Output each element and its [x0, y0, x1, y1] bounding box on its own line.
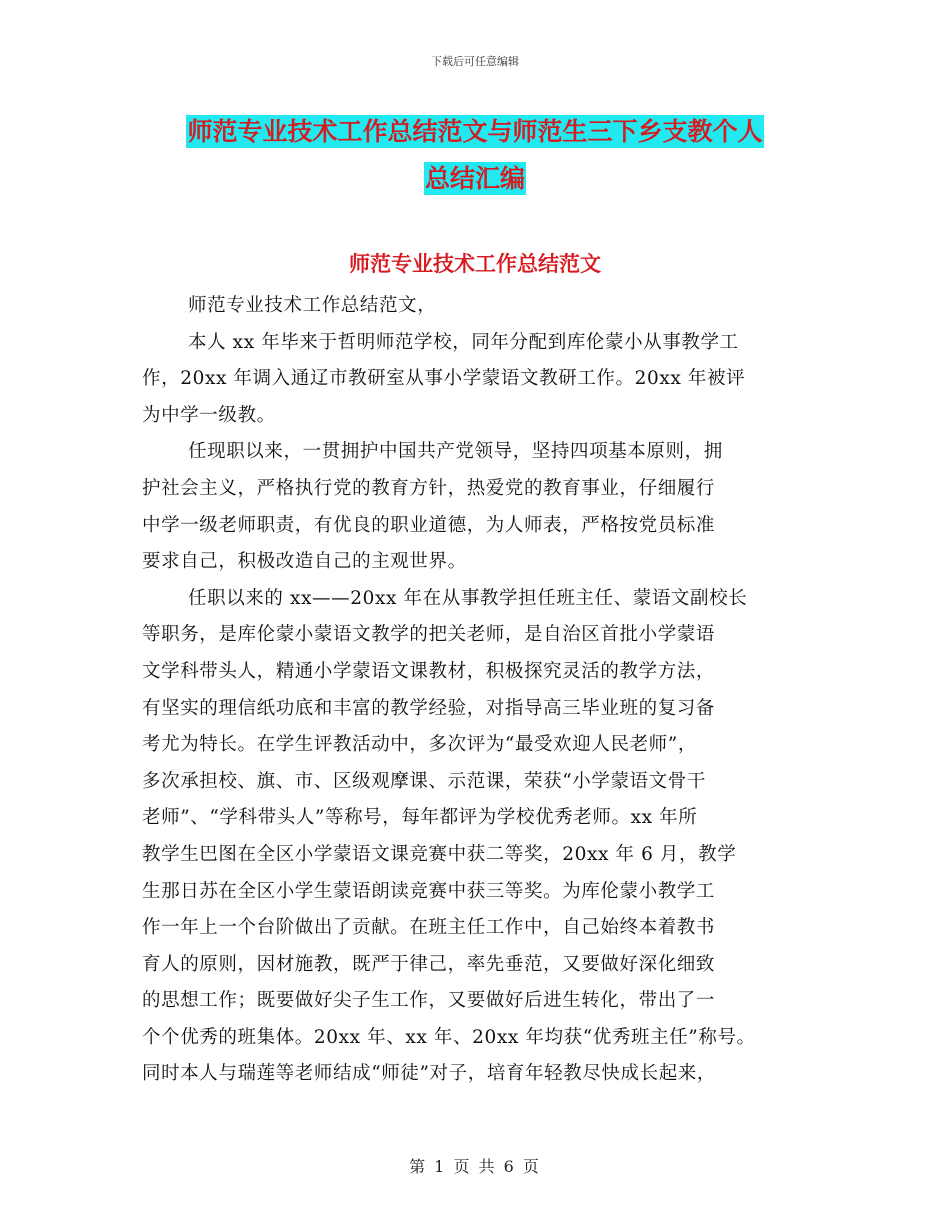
body-line: 生那日苏在全区小学生蒙语朗读竞赛中获三等奖。为库伦蒙小教学工: [142, 880, 716, 902]
body-line: 育人的原则，因材施教，既严于律己，率先垂范，又要做好深化细致: [142, 953, 716, 975]
section-title: 师范专业技术工作总结范文: [349, 252, 601, 276]
body-line: 作，20xx 年调入通辽市教研室从事小学蒙语文教研工作。20xx 年被评: [142, 368, 746, 390]
document-title-line-2: 总结汇编: [424, 164, 525, 193]
body-line: 护社会主义，严格执行党的教育方针，热爱党的教育事业，仔细履行: [142, 477, 716, 499]
body-line: 考尤为特长。在学生评教活动中，多次评为“最受欢迎人民老师”，: [142, 734, 697, 756]
body-line: 作一年上一个台阶做出了贡献。在班主任工作中，自己始终本着教书: [142, 917, 716, 939]
document-title-line-1: 师范专业技术工作总结范文与师范生三下乡支教个人: [187, 117, 763, 146]
body-line: 等职务，是库伦蒙小蒙语文教学的把关老师，是自治区首批小学蒙语: [142, 624, 716, 646]
page-footer: 第 1 页 共 6 页: [409, 1157, 541, 1176]
body-line: 为中学一级教。: [142, 404, 276, 426]
body-line: 教学生巴图在全区小学蒙语文课竞赛中获二等奖，20xx 年 6 月，教学: [142, 843, 737, 865]
body-line: 任职以来的 xx——20xx 年在从事教学担任班主任、蒙语文副校长: [188, 587, 748, 609]
body-line: 个个优秀的班集体。20xx 年、xx 年、20xx 年均获“优秀班主任”称号。: [142, 1026, 756, 1048]
body-line: 任现职以来，一贯拥护中国共产党领导，坚持四项基本原则，拥: [188, 441, 723, 463]
document-title: [0, 108, 950, 202]
body-line: 文学科带头人，精通小学蒙语文课教材，积极探究灵活的教学方法，: [142, 660, 716, 682]
body-text: [142, 288, 832, 1093]
body-line: 师范专业技术工作总结范文，: [188, 295, 437, 316]
body-line: 的思想工作；既要做好尖子生工作，又要做好后进生转化，带出了一: [142, 990, 716, 1012]
header-note: 下载后可任意编辑: [431, 55, 519, 68]
body-line: 中学一级老师职责，有优良的职业道德，为人师表，严格按党员标准: [142, 514, 716, 536]
body-line: 同时本人与瑞莲等老师结成“师徒”对子，培育年轻教尽快成长起来，: [142, 1063, 717, 1085]
body-line: 本人 xx 年毕来于哲明师范学校，同年分配到库伦蒙小从事教学工: [188, 331, 739, 353]
body-line: 多次承担校、旗、市、区级观摩课、示范课，荣获“小学蒙语文骨干: [142, 770, 706, 792]
body-line: 要求自己，积极改造自己的主观世界。: [142, 551, 467, 573]
body-line: 老师”、“学科带头人”等称号，每年都评为学校优秀老师。xx 年所: [142, 807, 698, 829]
body-line: 有坚实的理信纸功底和丰富的教学经验，对指导高三毕业班的复习备: [142, 697, 716, 719]
